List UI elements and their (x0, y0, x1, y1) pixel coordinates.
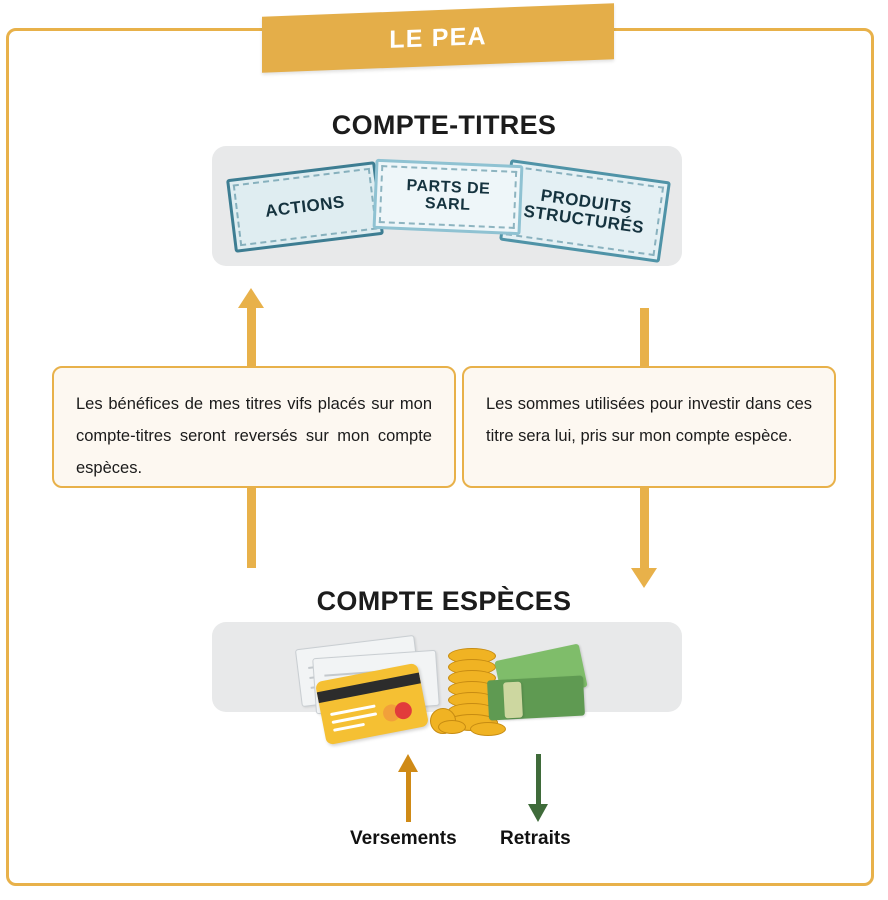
money-illustration (290, 630, 600, 730)
banknotes-icon-front (487, 676, 585, 721)
banner-title: LE PEA (389, 21, 487, 54)
arrow-up-icon (238, 288, 264, 308)
ticket-actions (226, 161, 384, 253)
compte-especes-heading: COMPTE ESPÈCES (316, 586, 572, 616)
banknote-band (503, 682, 523, 719)
arrow-down-icon (631, 568, 657, 588)
versements-arrow-up-icon (398, 754, 418, 772)
versements-arrow-shaft (406, 770, 411, 822)
ticket-actions-label: ACTIONS (233, 168, 378, 246)
ticket-produits-structures (499, 159, 671, 263)
ticket-produits-structures-label: PRODUITS STRUCTURÉS (506, 166, 664, 256)
compte-titres-heading: COMPTE-TITRES (331, 110, 557, 140)
retraits-arrow-down-icon (528, 804, 548, 822)
versements-label: Versements (350, 828, 457, 849)
retraits-label: Retraits (500, 828, 571, 849)
callout-benefices: Les bénéfices de mes titres vifs placés sur mon compte-titres seront reversés sur mon compte espèces. (52, 366, 456, 488)
ticket-group (222, 150, 674, 270)
callout-sommes-investies: Les sommes utilisées pour investir dans ces titre sera lui, pris sur mon compte espèce. (462, 366, 836, 488)
retraits-arrow-shaft (536, 754, 541, 806)
ticket-parts-sarl-label: PARTS DE SARL (379, 165, 517, 229)
ticket-parts-sarl (373, 159, 524, 235)
